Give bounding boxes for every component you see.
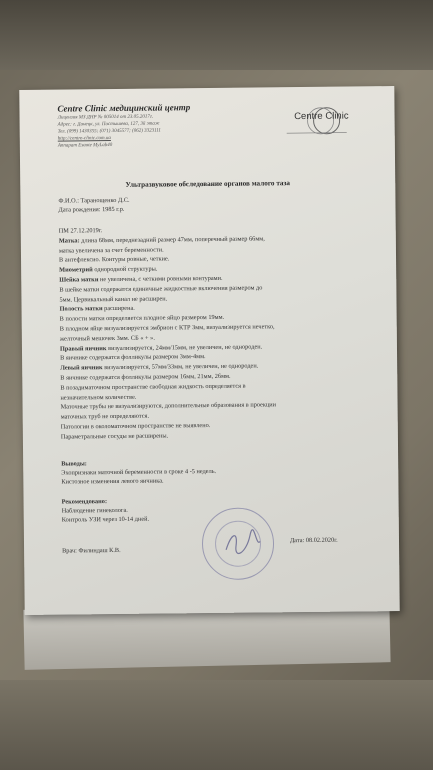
patient-name: Ф.И.О.: Таранощенко Д.С. xyxy=(58,196,130,205)
finding-label: Матка: xyxy=(58,237,80,245)
finding-line xyxy=(60,343,262,353)
finding-text: Параметральные сосуды не расширены. xyxy=(60,432,169,441)
finding-line xyxy=(60,323,275,333)
finding-text: визуализируется, 24мм/15мм, не увеличен, не однороден. xyxy=(106,343,263,352)
finding-text: Маточные трубы не визуализируются, дополнительные образования в проекции xyxy=(60,401,277,411)
finding-line xyxy=(60,393,136,402)
finding-line xyxy=(60,305,135,314)
finding-line xyxy=(60,382,245,392)
finding-text: визуализируется, 57мм/33мм, не увеличен, не однороден. xyxy=(102,362,259,372)
finding-line xyxy=(59,275,222,285)
finding-text: 5мм. Цервикальный канал не расширен. xyxy=(59,295,168,304)
conclusion-line: Кистозное изменения левого яичника. xyxy=(61,477,164,486)
finding-line xyxy=(59,266,157,275)
finding-text: однородной структуры. xyxy=(92,265,158,274)
finding-text: Патологии в околоматочном пространстве не выявлено. xyxy=(60,421,211,431)
finding-text: В яичнике содержатся фолликулы размером 16мм, 21мм, 26мм. xyxy=(60,372,231,382)
logo-text: Centre Clinic xyxy=(294,110,349,123)
signature-icon xyxy=(222,527,262,557)
recommendation-line: Наблюдение гинеколога. xyxy=(61,506,128,515)
clinic-logo-icon xyxy=(280,103,350,144)
finding-line xyxy=(60,363,258,373)
finding-text: маточных труб не определяются. xyxy=(60,412,150,421)
finding-label: Правый яичник xyxy=(59,344,107,353)
conclusion-heading: Выводы: xyxy=(61,460,87,468)
finding-line xyxy=(59,295,167,304)
finding-text: длина 68мм, переднезадний размер 47мм, поперечный размер 66мм, xyxy=(79,235,265,245)
finding-line xyxy=(59,256,169,265)
document-page xyxy=(19,86,399,615)
finding-text: В шейке матки содержатся единичные жидкостные включения размером до xyxy=(59,284,263,294)
phone-line: Тел. (099) 1430355; (071) 3045577; (062) 3323111 xyxy=(57,128,161,135)
conclusion-line: Эхопризнаки маточной беременности в сроке 4 -5 недель. xyxy=(61,467,217,477)
finding-line xyxy=(60,334,155,343)
background-top xyxy=(0,0,433,70)
document-title: Ультразвуковое обследование органов малого таза xyxy=(125,179,291,189)
finding-text: матка увеличена за счет беременности. xyxy=(58,246,164,255)
finding-label: Левый яичник xyxy=(60,364,103,372)
finding-text: В яичнике содержатся фолликулы размером 3мм-4мм. xyxy=(60,353,206,362)
address-line: Адрес: г. Донецк, ул. Постышева, 127, 3й этаж xyxy=(57,121,160,128)
finding-text: незначительном количестве. xyxy=(60,393,137,402)
device-line: Аппарат Esaote MyLab40 xyxy=(57,143,113,149)
recommendation-line: Контроль УЗИ через 10-14 дней. xyxy=(61,515,150,524)
finding-line xyxy=(61,402,277,412)
finding-line xyxy=(61,432,168,441)
doctor-name: Врач: Филиндаш К.В. xyxy=(62,546,121,555)
website-link[interactable]: http://centre-clinic.com.ua xyxy=(57,136,111,142)
finding-line xyxy=(61,413,149,422)
finding-text: В полости матки определяется плодное яйцо размером 19мм. xyxy=(59,314,225,323)
finding-label: Миометрий xyxy=(59,266,93,274)
birth-date: Дата рождения: 1985 г.р. xyxy=(58,205,125,214)
finding-line xyxy=(60,314,225,324)
finding-line xyxy=(60,353,206,363)
license-line: Лицензия МЗ ДНР № 005014 от 23.05.2017г. xyxy=(57,114,154,121)
background-bottom xyxy=(0,680,433,770)
finding-text: В антефлексио. Контуры ровные, четкие. xyxy=(59,255,170,264)
finding-line xyxy=(59,284,262,294)
finding-text: ПМ 27.12.2019г. xyxy=(58,227,103,235)
finding-text: желточный мешочек 3мм. СБ « + ». xyxy=(59,334,155,343)
finding-line xyxy=(61,422,211,432)
finding-text: расширена. xyxy=(102,305,135,313)
finding-text: В плодном яйце визуализируется эмбрион с КТР 3мм, визуализируется нечетко, xyxy=(59,323,275,333)
finding-text: не увеличена, с четкими ровными контурами. xyxy=(98,274,223,284)
finding-line xyxy=(59,235,265,245)
finding-line xyxy=(60,373,230,383)
finding-text: В позадиматочном пространстве свободная жидкость определяется в xyxy=(60,382,246,392)
finding-line xyxy=(59,246,164,255)
finding-label: Полость матки xyxy=(59,305,103,313)
report-date: Дата: 08.02.2020г. xyxy=(289,536,338,545)
finding-line xyxy=(59,227,103,235)
finding-label: Шейка матки xyxy=(59,276,99,284)
clinic-title: Centre Clinic медицинский центр xyxy=(57,102,191,114)
recommendations-heading: Рекомендовано: xyxy=(61,498,108,506)
